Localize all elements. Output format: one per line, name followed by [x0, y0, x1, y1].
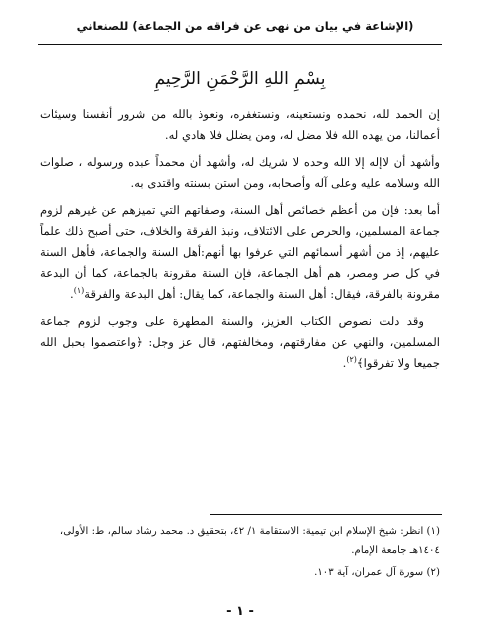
footnote-2: (٢) سورة آل عمران، آية ١٠٣.: [314, 567, 440, 578]
main-text: [40, 104, 440, 380]
page-number: - ١ -: [226, 604, 254, 619]
footnotes: [40, 522, 440, 585]
footnote-rule: [210, 514, 442, 515]
paragraph-ahl-sunnah: [40, 200, 440, 305]
paragraph-ahl-sunnah-text: أما بعد: فإن من أعظم خصائص أهل السنة، وصفاتهم التي تميزهم عن غيرهم لزوم جماعة المسلمين، والحرص على الائتلاف، ونبذ الفرقة والخلاف، حتى أصبح ذلك علماً عليهم، إذ من أشهر أسمائهم التي عرفوا بها أنهم:أهل السنة والجماعة، فأهل السنة في كل صر ومصر، هم أهل الجماعة، فإن السنة مقرونة بالجماعة، كما أن البدعة مقرونة بالفرقة، فيقال: أهل السنة والجماعة، كما يقال: أهل البدعة والفرقة: [40, 203, 440, 301]
paragraph-ahl-sunnah-end: .: [70, 287, 74, 301]
paragraph-evidence-end: .: [342, 356, 347, 370]
running-title: (الإشاعة في بيان من نهى عن فراقه من الجماعة) للصنعاني: [76, 19, 414, 33]
paragraph-evidence-text: وقد دلت نصوص الكتاب العزيز، والسنة المطهرة على وجوب لزوم جماعة المسلمين، والنهي عن مفارقتهم، ومخالفتهم، قال عز وجل: ﴿واعتصموا بحبل الله جميعا ولا تفرقوا﴾: [40, 314, 440, 370]
footnote-ref-2[interactable]: (٢): [346, 355, 357, 365]
paragraph-opening-praise: إن الحمد لله، نحمده ونستعينه، ونستغفره، ونعوذ بالله من شرور أنفسنا وسيئات أعمالنا، من يهده الله فلا مضل له، ومن يضلل فلا هادي له.: [40, 107, 440, 142]
header-rule: [38, 44, 442, 45]
footnote-ref-1[interactable]: (١): [73, 286, 85, 296]
footnote-1: (١) انظر: شيخ الإسلام ابن تيمية: الاستقامة ١/ ٤٢، بتحقيق د. محمد رشاد سالم، ط: الأولى، ١٤٠٤هـ جامعة الإمام.: [59, 526, 440, 556]
paragraph-evidence: [40, 311, 440, 374]
paragraph-testimony: وأشهد أن لاإله إلا الله وحده لا شريك له، وأشهد أن محمداً عبده ورسوله ، صلوات الله وسلامه عليه وعلى آله وأصحابه، ومن استن بسنته واقتدى به.: [40, 155, 440, 190]
basmala: بِسْمِ اللهِ الرَّحْمَنِ الرَّحِيمِ: [154, 69, 326, 89]
